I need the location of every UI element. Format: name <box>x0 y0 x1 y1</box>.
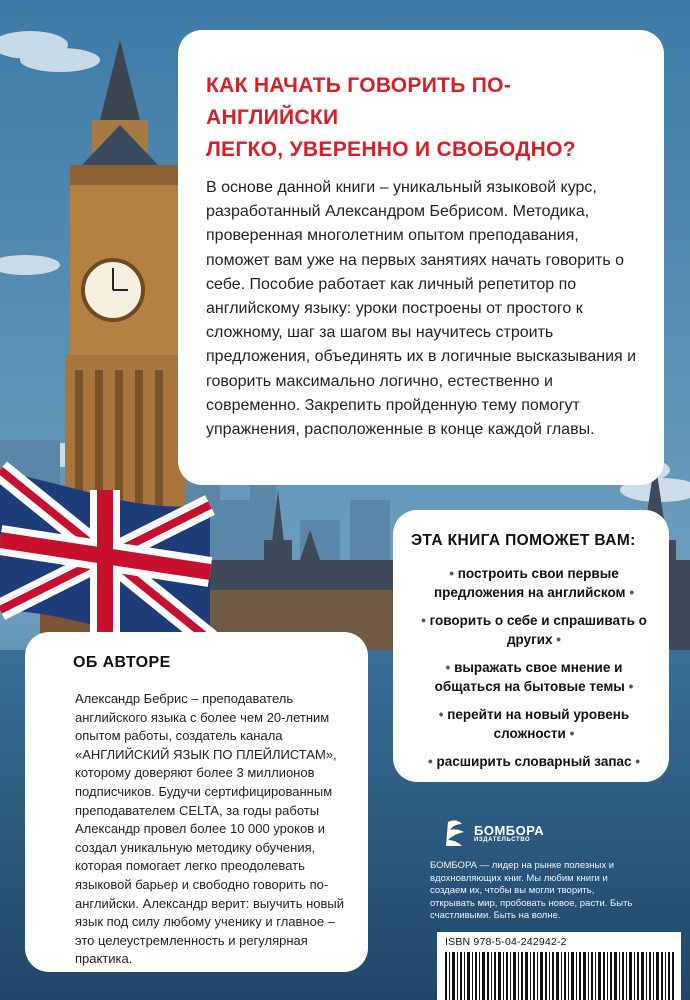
benefit-item: • говорить о себе и спрашивать о других • <box>411 611 657 650</box>
benefits-card <box>393 510 669 782</box>
publisher-description: БОМБОРА — лидер на рынке полезных и вдохновляющих книг. Мы любим книги и создаем их, чтобы вы могли творить, открывать мир, пробовать новое, расти. Быть счастливыми. Быть на волне. <box>430 860 633 922</box>
publisher-logo <box>442 818 680 848</box>
bombora-logo-icon <box>442 818 468 848</box>
main-title <box>206 70 640 166</box>
main-title-line2: ЛЕГКО, УВЕРЕННО И СВОБОДНО? <box>206 138 576 161</box>
benefits-list <box>411 564 657 772</box>
benefits-title: ЭТА КНИГА ПОМОЖЕТ ВАМ: <box>411 532 636 549</box>
benefit-item: • выражать свое мнение и общаться на бытовые темы • <box>411 658 657 697</box>
publisher-block <box>430 818 680 923</box>
isbn-label: ISBN 978-5-04-242942-2 <box>445 936 567 948</box>
publisher-sub: ИЗДАТЕЛЬСТВО <box>474 836 531 843</box>
benefit-item: • построить свои первые предложения на английском • <box>411 564 657 603</box>
author-bio: Александр Бебрис – преподаватель английского языка с более чем 20-летним опытом работы, создатель канала «АНГЛИЙСКИЙ ЯЗЫК ПО ПЛЕЙЛИСТАМ», которому доверяют более 3 миллионов подписчиков. Будучи сертифицированным преподавателем CELTA, за годы работы Александр провел более 10 000 уроков и создал уникальную методику обучения, которая помогает легко преодолевать языковой барьер и свободно говорить по-английски. Александр верит: выучить новый язык под силу любому ученику и главное – это целеустремленность и регулярная практика. <box>75 691 345 967</box>
benefit-item: • перейти на новый уровень сложности • <box>411 705 657 744</box>
description-card <box>178 30 664 485</box>
barcode-icon <box>443 952 675 1000</box>
main-title-line1: КАК НАЧАТЬ ГОВОРИТЬ ПО-АНГЛИЙСКИ <box>206 74 512 129</box>
author-title: ОБ АВТОРЕ <box>73 654 171 671</box>
publisher-name: БОМБОРА <box>474 822 545 838</box>
main-description: В основе данной книги – уникальный языковой курс, разработанный Александром Бебрисом. Методика, проверенная многолетним опытом преподавания, поможет вам уже на первых занятиях начать говорить о себе. Пособие работает как личный репетитор по английскому языку: уроки построены от простого к сложному, шаг за шагом вы научитесь строить предложения, объединять их в логичные высказывания и говорить максимально логично, естественно и современно. Закрепить пройденную тему помогут упражнения, расположенные в конце каждой главы. <box>206 179 637 439</box>
benefit-item: • расширить словарный запас • <box>411 752 657 772</box>
isbn-barcode <box>437 932 681 1000</box>
author-card <box>25 632 368 972</box>
